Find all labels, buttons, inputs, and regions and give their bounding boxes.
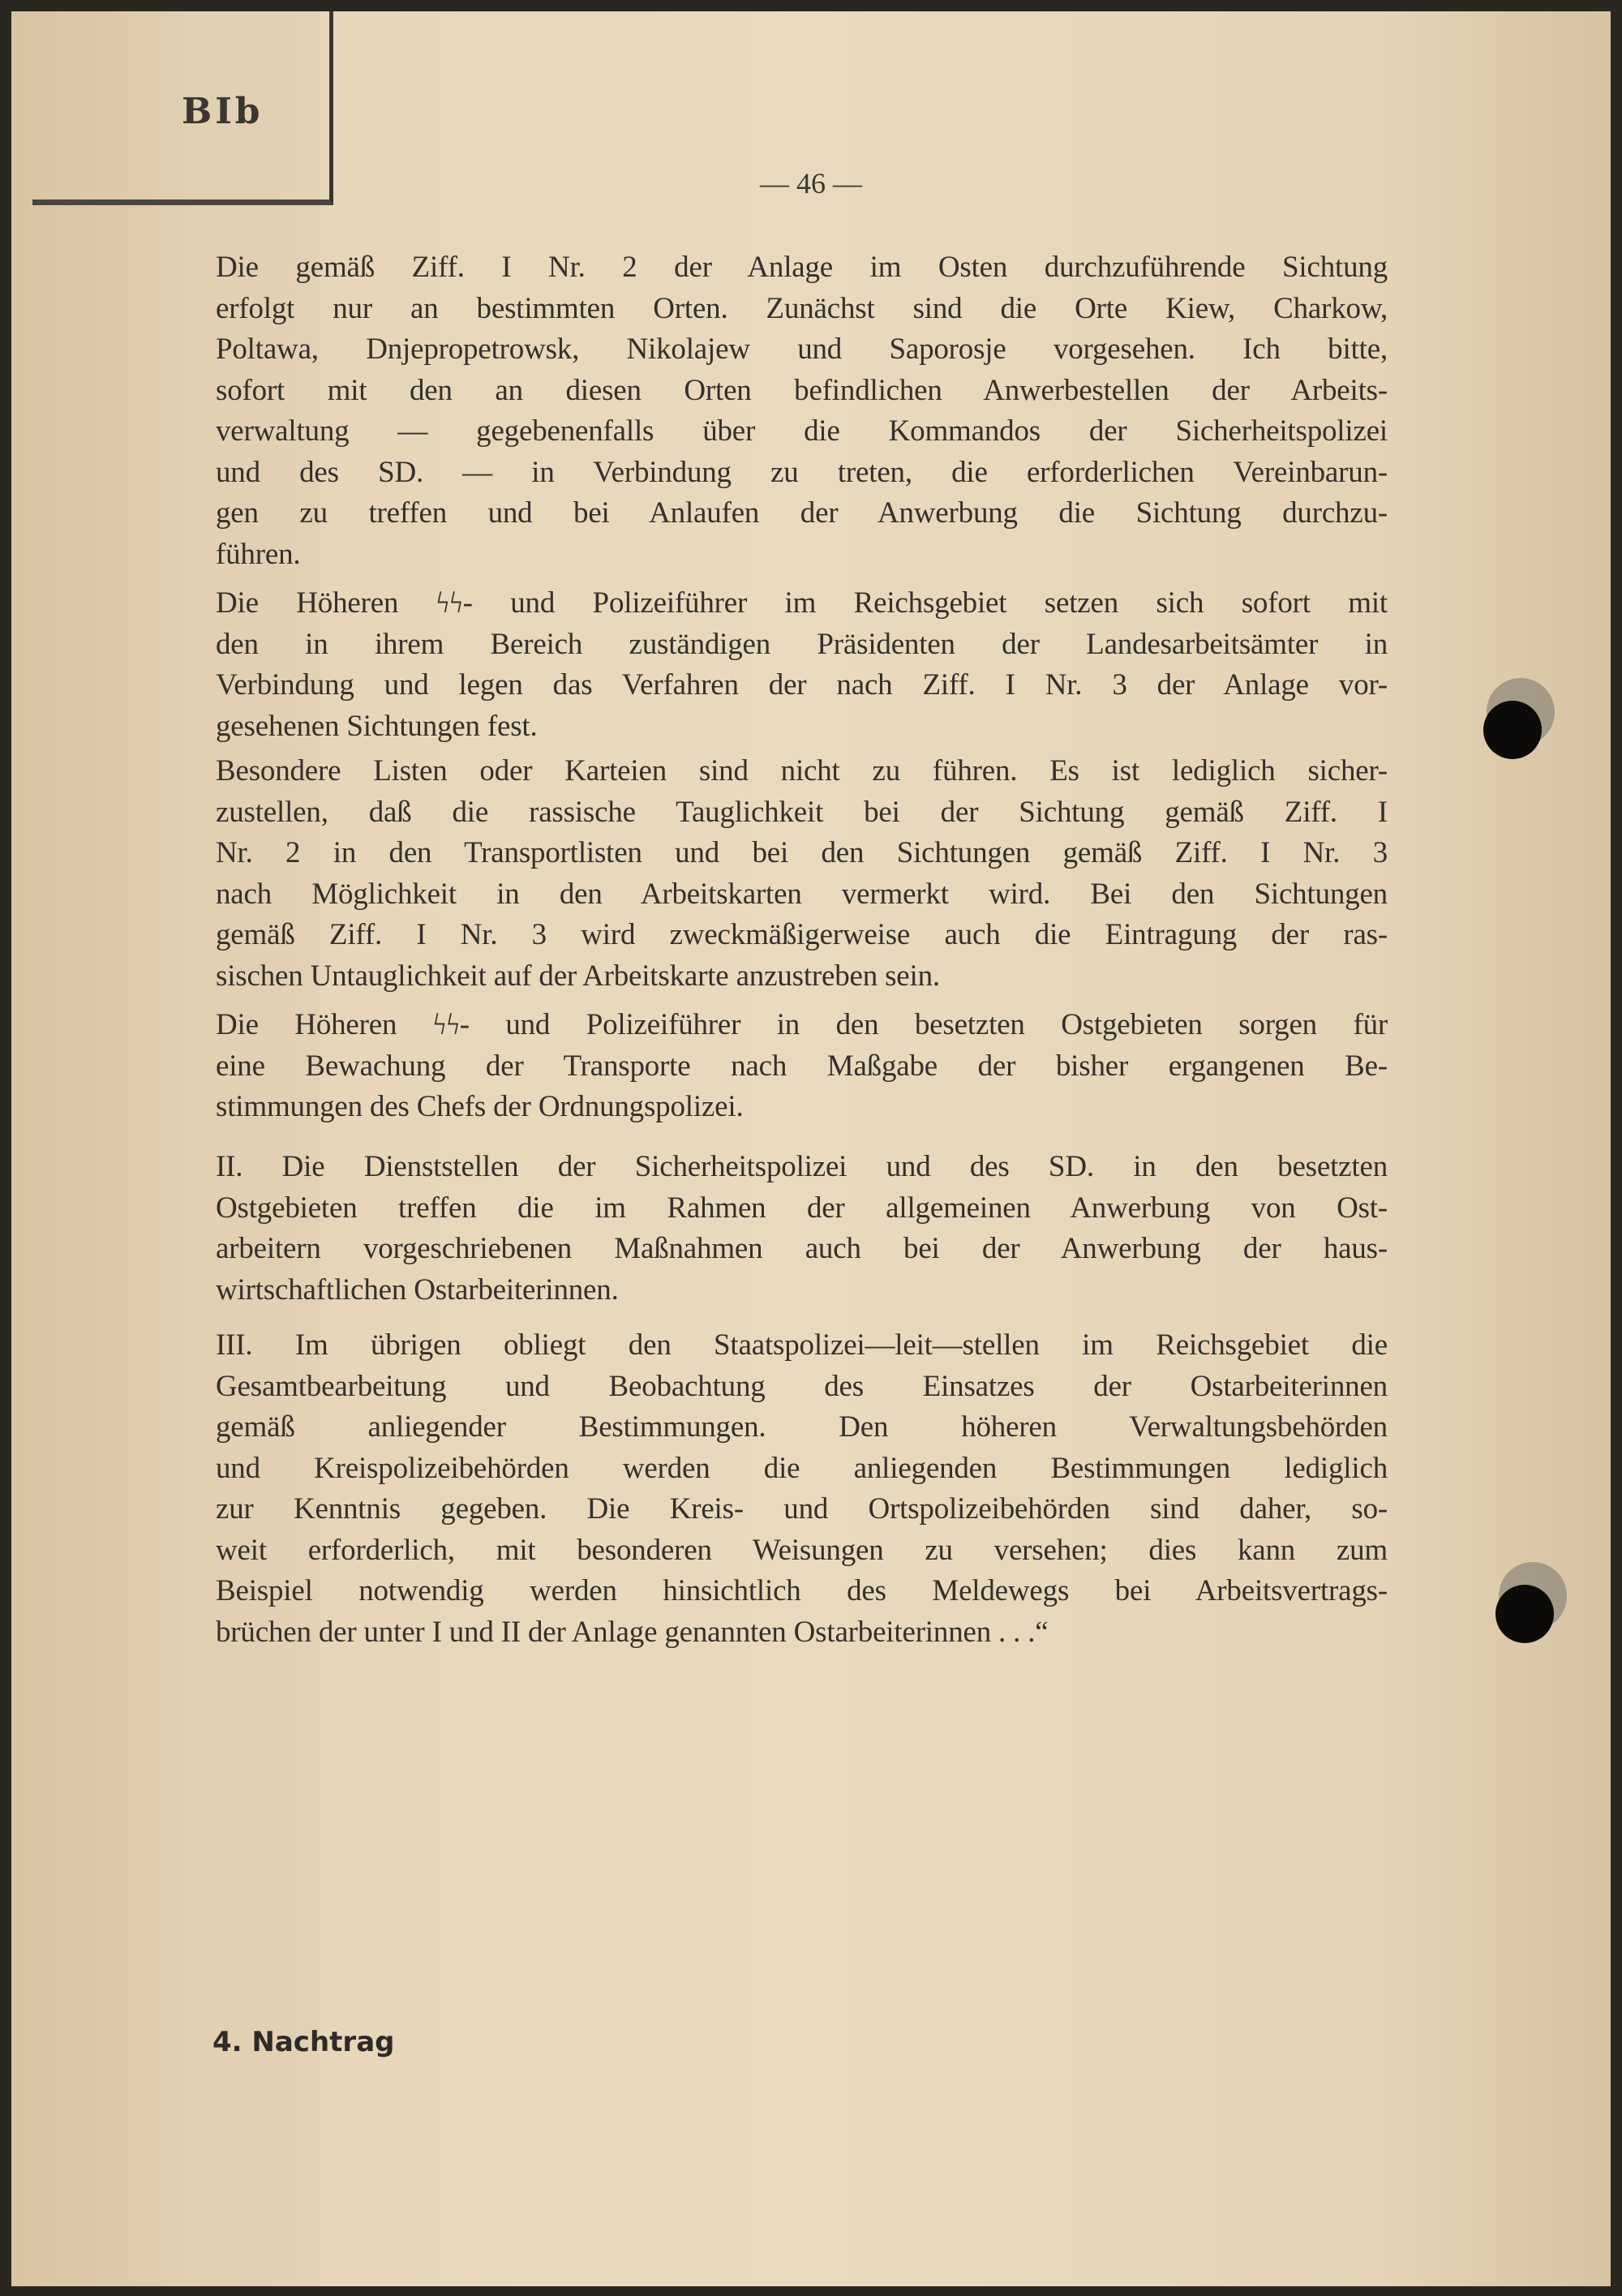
text-line: gemäß anliegender Bestimmungen. Den höheren Verwaltungsbehörden (216, 1410, 1388, 1444)
paragraph (216, 247, 1388, 575)
text-line: Die Höheren ϟϟ- und Polizeiführer im Reichsgebiet setzen sich sofort mit (216, 586, 1388, 620)
text-line: Poltawa, Dnjepropetrowsk, Nikolajew und Saporosje vorgesehen. Ich bitte, (216, 333, 1388, 366)
text-line: Beispiel notwendig werden hinsichtlich des Meldewegs bei Arbeitsvertrags- (216, 1574, 1388, 1607)
supplement-label: 4. Nachtrag (212, 2026, 395, 2058)
text-line: und des SD. — in Verbindung zu treten, die erforderlichen Vereinbarun- (216, 455, 1388, 489)
paragraph (216, 1005, 1388, 1128)
text-line: gesehenen Sichtungen fest. (216, 709, 538, 743)
text-line: erfolgt nur an bestimmten Orten. Zunächst sind die Orte Kiew, Charkow, (216, 291, 1388, 325)
text-line: III. Im übrigen obliegt den Staatspolizei—leit—stellen im Reichsgebiet die (216, 1328, 1388, 1362)
text-line: sofort mit den an diesen Orten befindlichen Anwerbestellen der Arbeits- (216, 373, 1388, 407)
text-line: verwaltung — gegebenenfalls über die Kommandos der Sicherheitspolizei (216, 414, 1388, 448)
text-line: Nr. 2 in den Transportlisten und bei den Sichtungen gemäß Ziff. I Nr. 3 (216, 836, 1388, 869)
text-line: gen zu treffen und bei Anlaufen der Anwerbung die Sichtung durchzu- (216, 496, 1388, 530)
text-line: den in ihrem Bereich zuständigen Präsidenten der Landesarbeitsämter in (216, 627, 1388, 661)
text-line: Gesamtbearbeitung und Beobachtung des Einsatzes der Ostarbeiterinnen (216, 1369, 1388, 1403)
punch-hole (1495, 1585, 1554, 1643)
text-line: wirtschaftlichen Ostarbeiterinnen. (216, 1272, 619, 1307)
section-tab-label: BIb (182, 91, 264, 132)
text-line: Ostgebieten treffen die im Rahmen der allgemeinen Anwerbung von Ost- (216, 1191, 1388, 1225)
paragraph (216, 1325, 1388, 1653)
text-line: zustellen, daß die rassische Tauglichkeit bei der Sichtung gemäß Ziff. I (216, 795, 1388, 829)
text-line: eine Bewachung der Transporte nach Maßgabe der bisher ergangenen Be- (216, 1049, 1388, 1083)
paragraph (216, 751, 1388, 997)
text-line: nach Möglichkeit in den Arbeitskarten vermerkt wird. Bei den Sichtungen (216, 877, 1388, 911)
text-line: Die Höheren ϟϟ- und Polizeiführer in den besetzten Ostgebieten sorgen für (216, 1008, 1388, 1041)
text-line: stimmungen des Chefs der Ordnungspolizei. (216, 1090, 744, 1123)
text-line: zur Kenntnis gegeben. Die Kreis- und Ortspolizeibehörden sind daher, so- (216, 1492, 1388, 1526)
text-line: gemäß Ziff. I Nr. 3 wird zweckmäßigerweise auch die Eintragung der ras- (216, 918, 1388, 951)
text-line: führen. (216, 537, 301, 571)
text-line: Die gemäß Ziff. I Nr. 2 der Anlage im Osten durchzuführende Sichtung (216, 251, 1388, 284)
page-number: — 46 — (760, 167, 862, 200)
text-line: II. Die Dienststellen der Sicherheitspolizei und des SD. in den besetzten (216, 1150, 1388, 1183)
text-line: arbeitern vorgeschriebenen Maßnahmen auch bei der Anwerbung der haus- (216, 1232, 1388, 1265)
text-line: Besondere Listen oder Karteien sind nicht zu führen. Es ist lediglich sicher- (216, 754, 1388, 788)
text-line: und Kreispolizeibehörden werden die anliegenden Bestimmungen lediglich (216, 1451, 1388, 1485)
paragraph (216, 583, 1388, 747)
punch-hole (1483, 701, 1542, 759)
text-line: weit erforderlich, mit besonderen Weisungen zu versehen; dies kann zum (216, 1533, 1388, 1567)
text-line: Verbindung und legen das Verfahren der nach Ziff. I Nr. 3 der Anlage vor- (216, 668, 1388, 702)
text-line: sischen Untauglichkeit auf der Arbeitskarte anzustreben sein. (216, 959, 940, 993)
paragraph (216, 1147, 1388, 1311)
text-line: brüchen der unter I und II der Anlage genannten Ostarbeiterinnen . . .“ (216, 1615, 1049, 1649)
